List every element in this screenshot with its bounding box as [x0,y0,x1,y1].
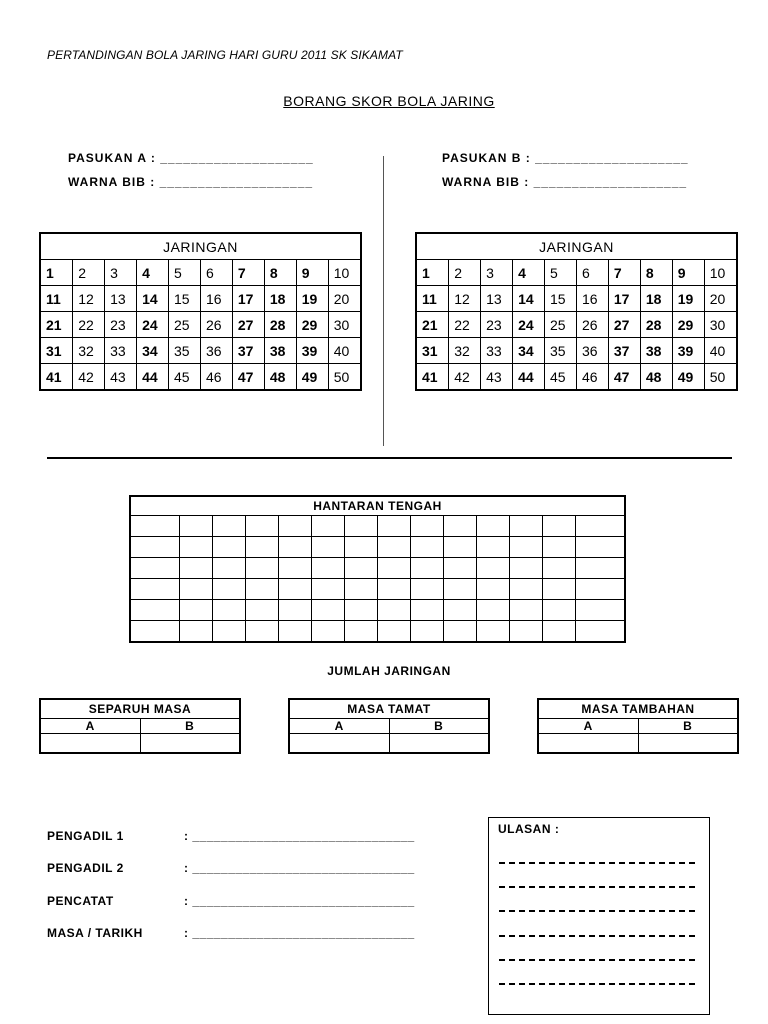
centre-pass-cell[interactable] [377,600,410,621]
goal-cell[interactable]: 17 [232,286,264,312]
page-title: BORANG SKOR BOLA JARING [283,93,495,109]
goal-cell[interactable]: 45 [545,364,577,391]
centre-pass-cell[interactable] [410,621,443,643]
team-b-name-row [442,151,689,165]
goal-cell[interactable]: 15 [545,286,577,312]
score-box-half-time [39,698,241,754]
centre-pass-cell[interactable] [443,558,476,579]
score-box-team-a: A [538,719,638,734]
goal-cell[interactable]: 25 [545,312,577,338]
centre-pass-cell[interactable] [509,537,542,558]
goal-cell[interactable]: 11 [40,286,73,312]
goal-cell[interactable]: 34 [513,338,545,364]
goal-cell[interactable]: 34 [137,338,169,364]
team-b-label: PASUKAN B : [442,151,531,165]
goal-cell[interactable]: 10 [328,260,361,286]
team-b-bib-row [442,175,687,189]
centre-pass-cell[interactable] [212,579,245,600]
page-header: PERTANDINGAN BOLA JARING HARI GURU 2011 SK SIKAMAT [47,48,403,62]
centre-pass-cell[interactable] [575,537,625,558]
comments-box [488,817,710,1015]
score-box-value-a[interactable] [40,734,140,754]
goal-cell[interactable]: 42 [449,364,481,391]
goal-cell[interactable]: 25 [169,312,201,338]
goal-cell[interactable]: 42 [73,364,105,391]
centre-pass-cell[interactable] [443,516,476,537]
centre-pass-cell[interactable] [575,621,625,643]
goal-cell[interactable]: 14 [137,286,169,312]
goal-cell[interactable]: 17 [608,286,640,312]
goal-cell[interactable]: 22 [449,312,481,338]
signature-row-time-date [47,926,415,940]
centre-pass-cell[interactable] [179,558,212,579]
goal-cell[interactable]: 2 [73,260,105,286]
score-box-team-row [538,719,738,734]
goal-cell[interactable]: 23 [105,312,137,338]
centre-pass-cell[interactable] [410,516,443,537]
goal-cell[interactable]: 23 [481,312,513,338]
goal-cell[interactable]: 3 [481,260,513,286]
centre-pass-cell[interactable] [476,537,509,558]
centre-pass-cell[interactable] [509,579,542,600]
score-box-title: MASA TAMAT [289,699,489,719]
signature-colon: : [184,861,189,875]
signature-blank[interactable]: _______________________________ [192,894,415,908]
goal-cell[interactable]: 29 [296,312,328,338]
goal-cell[interactable]: 10 [704,260,737,286]
comments-line[interactable] [499,983,695,985]
goal-cell[interactable]: 5 [545,260,577,286]
score-box-value-b[interactable] [389,734,489,754]
centre-pass-cell[interactable] [377,621,410,643]
centre-pass-cell[interactable] [212,558,245,579]
centre-pass-row [130,579,625,600]
goals-row [40,286,361,312]
score-box-title: SEPARUH MASA [40,699,240,719]
centre-pass-cell[interactable] [509,600,542,621]
centre-pass-cell[interactable] [130,558,179,579]
centre-pass-cell[interactable] [509,516,542,537]
goals-row [416,312,737,338]
signature-row-umpire-2 [47,861,415,875]
goal-cell[interactable]: 48 [640,364,672,391]
score-box-extra-time [537,698,739,754]
score-box-team-b: B [389,719,489,734]
centre-pass-cell[interactable] [179,579,212,600]
goal-cell[interactable]: 16 [200,286,232,312]
centre-pass-cell[interactable] [278,558,311,579]
signature-label: PENCATAT [47,894,114,908]
score-box-value-row [40,734,240,754]
goals-row [40,364,361,391]
centre-pass-cell[interactable] [542,600,575,621]
goal-cell[interactable]: 40 [328,338,361,364]
centre-pass-cell[interactable] [344,621,377,643]
goal-cell[interactable]: 8 [640,260,672,286]
goals-table-team-b [415,232,738,391]
centre-pass-cell[interactable] [212,537,245,558]
signature-label: MASA / TARIKH [47,926,143,940]
centre-pass-cell[interactable] [278,537,311,558]
centre-pass-cell[interactable] [542,621,575,643]
goal-cell[interactable]: 48 [264,364,296,391]
goal-cell[interactable]: 31 [416,338,449,364]
centre-pass-cell[interactable] [245,558,278,579]
goal-cell[interactable]: 13 [481,286,513,312]
centre-pass-table [129,495,626,643]
goal-cell[interactable]: 8 [264,260,296,286]
score-box-team-a: A [40,719,140,734]
goal-cell[interactable]: 43 [105,364,137,391]
goal-cell[interactable]: 4 [137,260,169,286]
signature-colon: : [184,894,189,908]
goal-cell[interactable]: 47 [608,364,640,391]
goal-cell[interactable]: 38 [264,338,296,364]
goal-cell[interactable]: 46 [200,364,232,391]
goal-cell[interactable]: 18 [640,286,672,312]
section-divider [47,457,732,459]
goal-cell[interactable]: 30 [328,312,361,338]
goal-cell[interactable]: 12 [73,286,105,312]
team-b-bib-label: WARNA BIB : [442,175,530,189]
centre-pass-caption-row [130,496,625,516]
goal-cell[interactable]: 21 [416,312,449,338]
signature-blank[interactable]: _______________________________ [192,829,415,843]
goal-cell[interactable]: 36 [576,338,608,364]
centre-pass-cell[interactable] [344,579,377,600]
goal-cell[interactable]: 49 [296,364,328,391]
score-box-value-row [289,734,489,754]
score-box-full-time [288,698,490,754]
goals-row [416,260,737,286]
centre-pass-row [130,621,625,643]
centre-pass-row [130,516,625,537]
centre-pass-cell[interactable] [179,516,212,537]
centre-pass-cell[interactable] [311,600,344,621]
goal-cell[interactable]: 9 [672,260,704,286]
goal-cell[interactable]: 24 [513,312,545,338]
centre-pass-cell[interactable] [278,579,311,600]
centre-pass-cell[interactable] [410,579,443,600]
goal-cell[interactable]: 28 [640,312,672,338]
centre-pass-cell[interactable] [245,537,278,558]
goal-cell[interactable]: 6 [576,260,608,286]
centre-pass-cell[interactable] [410,558,443,579]
goals-caption: JARINGAN [416,233,737,260]
signature-label: PENGADIL 1 [47,829,124,843]
centre-pass-cell[interactable] [509,621,542,643]
goal-cell[interactable]: 40 [704,338,737,364]
score-box-value-row [538,734,738,754]
signature-colon: : [184,829,189,843]
centre-pass-cell[interactable] [130,600,179,621]
centre-pass-cell[interactable] [311,579,344,600]
comments-line[interactable] [499,886,695,888]
goals-row [416,338,737,364]
centre-pass-cell[interactable] [212,600,245,621]
centre-pass-cell[interactable] [311,621,344,643]
goal-cell[interactable]: 16 [576,286,608,312]
centre-pass-cell[interactable] [344,600,377,621]
goal-cell[interactable]: 30 [704,312,737,338]
centre-pass-cell[interactable] [344,516,377,537]
goal-cell[interactable]: 7 [232,260,264,286]
goal-cell[interactable]: 5 [169,260,201,286]
centre-pass-cell[interactable] [311,516,344,537]
signature-colon: : [184,926,189,940]
goals-caption-row [416,233,737,260]
comments-line[interactable] [499,959,695,961]
goal-cell[interactable]: 35 [545,338,577,364]
centre-pass-cell[interactable] [575,558,625,579]
team-a-bib-row [68,175,313,189]
goal-cell[interactable]: 47 [232,364,264,391]
centre-pass-cell[interactable] [130,516,179,537]
centre-pass-cell[interactable] [575,516,625,537]
goal-cell[interactable]: 20 [328,286,361,312]
goal-cell[interactable]: 26 [576,312,608,338]
score-box-value-a[interactable] [538,734,638,754]
signature-row-umpire-1 [47,829,415,843]
goal-cell[interactable]: 15 [169,286,201,312]
goal-cell[interactable]: 45 [169,364,201,391]
goal-cell[interactable]: 2 [449,260,481,286]
goal-cell[interactable]: 37 [608,338,640,364]
centre-pass-cell[interactable] [179,621,212,643]
signature-row-scorer [47,894,415,908]
score-box-title-row [289,699,489,719]
goal-cell[interactable]: 18 [264,286,296,312]
team-a-bib-blank[interactable]: ____________________ [159,175,314,189]
score-box-team-row [289,719,489,734]
goal-cell[interactable]: 27 [232,312,264,338]
centre-pass-cell[interactable] [542,558,575,579]
goal-cell[interactable]: 38 [640,338,672,364]
score-box-title: MASA TAMBAHAN [538,699,738,719]
centre-pass-cell[interactable] [575,600,625,621]
goal-cell[interactable]: 20 [704,286,737,312]
goal-cell[interactable]: 12 [449,286,481,312]
goal-cell[interactable]: 4 [513,260,545,286]
centre-pass-cell[interactable] [443,600,476,621]
team-a-label: PASUKAN A : [68,151,156,165]
centre-pass-cell[interactable] [130,621,179,643]
goal-cell[interactable]: 27 [608,312,640,338]
centre-pass-cell[interactable] [344,537,377,558]
centre-pass-cell[interactable] [542,579,575,600]
centre-pass-cell[interactable] [476,621,509,643]
centre-pass-cell[interactable] [476,516,509,537]
centre-pass-cell[interactable] [179,600,212,621]
score-box-title-row [538,699,738,719]
goals-row [40,312,361,338]
centre-pass-cell[interactable] [130,537,179,558]
centre-pass-cell[interactable] [410,537,443,558]
goal-cell[interactable]: 50 [704,364,737,391]
goals-caption: JARINGAN [40,233,361,260]
goal-cell[interactable]: 31 [40,338,73,364]
goal-cell[interactable]: 19 [672,286,704,312]
goal-cell[interactable]: 26 [200,312,232,338]
goal-cell[interactable]: 39 [672,338,704,364]
centre-pass-cell[interactable] [212,621,245,643]
centre-pass-cell[interactable] [311,537,344,558]
score-box-value-b[interactable] [638,734,738,754]
goal-cell[interactable]: 24 [137,312,169,338]
goal-cell[interactable]: 9 [296,260,328,286]
score-box-team-row [40,719,240,734]
centre-pass-cell[interactable] [130,579,179,600]
goals-row [40,338,361,364]
centre-pass-cell[interactable] [245,621,278,643]
centre-pass-cell[interactable] [575,579,625,600]
goal-cell[interactable]: 1 [416,260,449,286]
goals-row [416,364,737,391]
centre-pass-cell[interactable] [443,579,476,600]
centre-pass-cell[interactable] [410,600,443,621]
team-b-blank[interactable]: ____________________ [535,151,689,165]
comments-line[interactable] [499,910,695,912]
goals-table-team-a [39,232,362,391]
goal-cell[interactable]: 33 [481,338,513,364]
centre-pass-cell[interactable] [443,537,476,558]
goal-cell[interactable]: 39 [296,338,328,364]
centre-pass-cell[interactable] [278,516,311,537]
goal-cell[interactable]: 36 [200,338,232,364]
total-goals-title: JUMLAH JARINGAN [327,664,451,678]
centre-pass-cell[interactable] [377,516,410,537]
centre-pass-row [130,600,625,621]
score-box-team-b: B [140,719,240,734]
centre-pass-cell[interactable] [509,558,542,579]
goal-cell[interactable]: 19 [296,286,328,312]
goal-cell[interactable]: 1 [40,260,73,286]
centre-pass-cell[interactable] [476,600,509,621]
comments-line[interactable] [499,862,695,864]
centre-pass-cell[interactable] [245,579,278,600]
centre-pass-cell[interactable] [179,537,212,558]
centre-pass-cell[interactable] [443,621,476,643]
centre-pass-cell[interactable] [311,558,344,579]
goal-cell[interactable]: 49 [672,364,704,391]
centre-pass-cell[interactable] [245,516,278,537]
team-a-blank[interactable]: ____________________ [160,151,314,165]
score-box-title-row [40,699,240,719]
team-a-name-row [68,151,314,165]
goal-cell[interactable]: 41 [40,364,73,391]
centre-pass-cell[interactable] [212,516,245,537]
goal-cell[interactable]: 32 [449,338,481,364]
centre-pass-caption: HANTARAN TENGAH [130,496,625,516]
goal-cell[interactable]: 44 [137,364,169,391]
centre-pass-cell[interactable] [344,558,377,579]
team-b-bib-blank[interactable]: ____________________ [533,175,688,189]
goal-cell[interactable]: 41 [416,364,449,391]
goals-caption-row [40,233,361,260]
score-box-value-a[interactable] [289,734,389,754]
goal-cell[interactable]: 28 [264,312,296,338]
goal-cell[interactable]: 29 [672,312,704,338]
goal-cell[interactable]: 3 [105,260,137,286]
goal-cell[interactable]: 50 [328,364,361,391]
centre-pass-row [130,558,625,579]
centre-pass-cell[interactable] [476,558,509,579]
comments-line[interactable] [499,935,695,937]
signature-blank[interactable]: _______________________________ [192,926,415,940]
comments-label: ULASAN : [498,822,560,836]
goal-cell[interactable]: 11 [416,286,449,312]
goal-cell[interactable]: 37 [232,338,264,364]
centre-pass-cell[interactable] [377,579,410,600]
score-box-value-b[interactable] [140,734,240,754]
centre-pass-row [130,537,625,558]
goal-cell[interactable]: 46 [576,364,608,391]
team-divider [383,156,384,446]
centre-pass-cell[interactable] [476,579,509,600]
centre-pass-cell[interactable] [377,558,410,579]
centre-pass-cell[interactable] [542,537,575,558]
centre-pass-cell[interactable] [278,600,311,621]
centre-pass-cell[interactable] [542,516,575,537]
goal-cell[interactable]: 14 [513,286,545,312]
goal-cell[interactable]: 32 [73,338,105,364]
team-a-bib-label: WARNA BIB : [68,175,156,189]
score-box-team-a: A [289,719,389,734]
goals-row [416,286,737,312]
goal-cell[interactable]: 6 [200,260,232,286]
signature-blank[interactable]: _______________________________ [192,861,415,875]
goals-row [40,260,361,286]
centre-pass-cell[interactable] [278,621,311,643]
goal-cell[interactable]: 44 [513,364,545,391]
goal-cell[interactable]: 33 [105,338,137,364]
goal-cell[interactable]: 7 [608,260,640,286]
score-box-team-b: B [638,719,738,734]
goal-cell[interactable]: 35 [169,338,201,364]
goal-cell[interactable]: 13 [105,286,137,312]
goal-cell[interactable]: 22 [73,312,105,338]
goal-cell[interactable]: 21 [40,312,73,338]
centre-pass-cell[interactable] [245,600,278,621]
centre-pass-cell[interactable] [377,537,410,558]
goal-cell[interactable]: 43 [481,364,513,391]
signature-label: PENGADIL 2 [47,861,124,875]
